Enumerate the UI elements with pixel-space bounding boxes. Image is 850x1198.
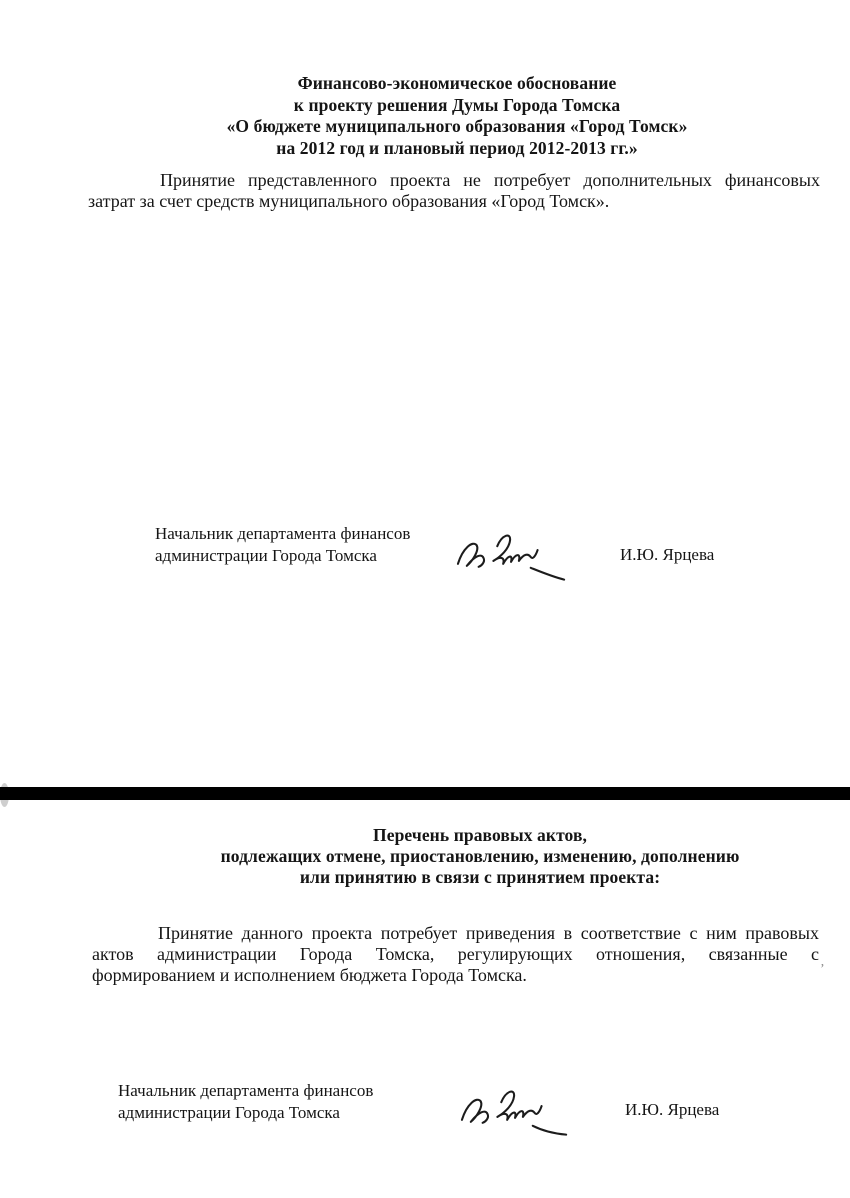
page1-title-line-3: «О бюджете муниципального образования «Город Томск» xyxy=(226,116,688,136)
page2-title xyxy=(105,825,850,888)
page2-paragraph xyxy=(92,923,819,986)
page2-paragraph-line-3: формированием и исполнением бюджета Города Томска. xyxy=(92,965,527,985)
scan-artifact-mark: ’ xyxy=(820,962,825,977)
signature-scribble-icon xyxy=(454,530,572,582)
page1-signature-role-line-2: администрации Города Томска xyxy=(155,546,377,565)
signature-scribble-icon xyxy=(458,1086,576,1138)
page1-paragraph xyxy=(88,170,820,212)
page2-signature-role-line-2: администрации Города Томска xyxy=(118,1103,340,1122)
page2-signature-role xyxy=(118,1080,373,1124)
page1-title-line-2: к проекту решения Думы Города Томска xyxy=(293,94,621,115)
page2-paragraph-line-1: Принятие данного проекта потребует приведения в соответствие с ним правовых xyxy=(158,923,819,943)
page2-title-line-3: или принятию в связи с принятием проекта: xyxy=(299,867,661,887)
page2-paragraph-line-2: актов администрации Города Томска, регулирующих отношения, связанные с xyxy=(92,944,819,964)
page1-paragraph-line-1: Принятие представленного проекта не потребует дополнительных финансовых xyxy=(160,170,820,190)
page2-signature-name: И.Ю. Ярцева xyxy=(625,1100,720,1119)
page1-title-line-4: на 2012 год и плановый период 2012-2013 гг.» xyxy=(276,137,638,158)
page1-title-line-1: Финансово-экономическое обоснование xyxy=(297,73,617,93)
page2-title-line-1: Перечень правовых актов, xyxy=(373,825,587,845)
page1-paragraph-line-2: затрат за счет средств муниципального образования «Город Томск». xyxy=(88,191,610,211)
page1-signature-role xyxy=(155,523,410,567)
page1-signature-role-line-1: Начальник департамента финансов xyxy=(155,524,411,543)
page2-signature-role-line-1: Начальник департамента финансов xyxy=(118,1081,374,1100)
page-break-divider xyxy=(0,787,850,800)
page1-title xyxy=(62,73,850,159)
page2-title-line-2: подлежащих отмене, приостановлению, изменению, дополнению xyxy=(220,846,740,866)
page1-signature-name: И.Ю. Ярцева xyxy=(620,545,715,564)
